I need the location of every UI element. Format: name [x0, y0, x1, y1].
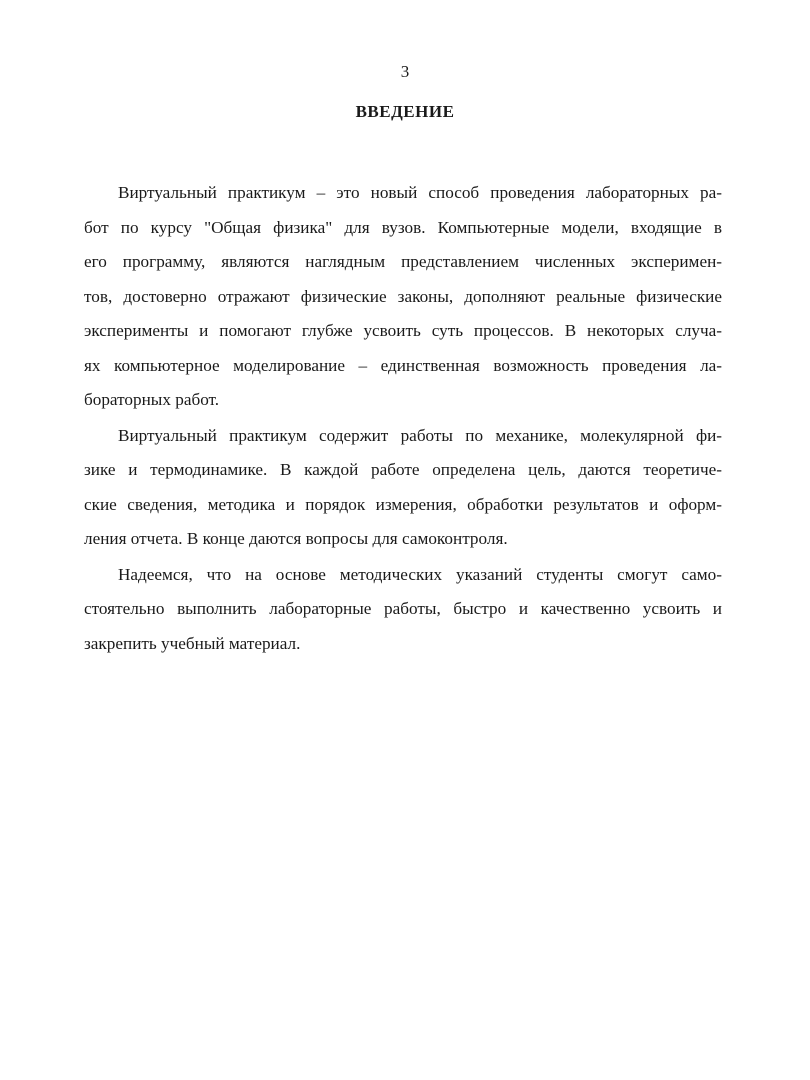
text-line: эксперименты и помогают глубже усвоить суть процессов. В некоторых случа- [84, 321, 722, 340]
text-line: бот по курсу "Общая физика" для вузов. Компьютерные модели, входящие в [84, 217, 722, 237]
page-title: ВВЕДЕНИЕ [355, 102, 455, 121]
text-line: ления отчета. В конце даются вопросы для самоконтроля. [84, 529, 508, 548]
text-line: Надеемся, что на основе методических указаний студенты смогут само- [118, 564, 722, 584]
text-line: Виртуальный практикум содержит работы по механике, молекулярной фи- [118, 425, 722, 445]
text-line: бораторных работ. [84, 390, 220, 409]
body-text [84, 176, 722, 661]
text-line: ские сведения, методика и порядок измерения, обработки результатов и оформ- [84, 494, 722, 514]
text-line: Виртуальный практикум – это новый способ проведения лабораторных ра- [118, 183, 722, 202]
text-line: его программу, являются наглядным представлением численных эксперимен- [84, 252, 722, 271]
text-line: тов, достоверно отражают физические законы, дополняют реальные физические [84, 286, 722, 306]
paragraph-1 [84, 176, 722, 418]
paragraph-3 [84, 558, 722, 662]
text-line: закрепить учебный материал. [84, 633, 301, 653]
text-line: ях компьютерное моделирование – единственная возможность проведения ла- [84, 355, 722, 375]
page-number: 3 [400, 62, 410, 81]
text-line: зике и термодинамике. В каждой работе определена цель, даются теоретиче- [84, 460, 722, 479]
paragraph-2 [84, 419, 722, 557]
text-line: стоятельно выполнить лабораторные работы, быстро и качественно усвоить и [84, 599, 722, 618]
